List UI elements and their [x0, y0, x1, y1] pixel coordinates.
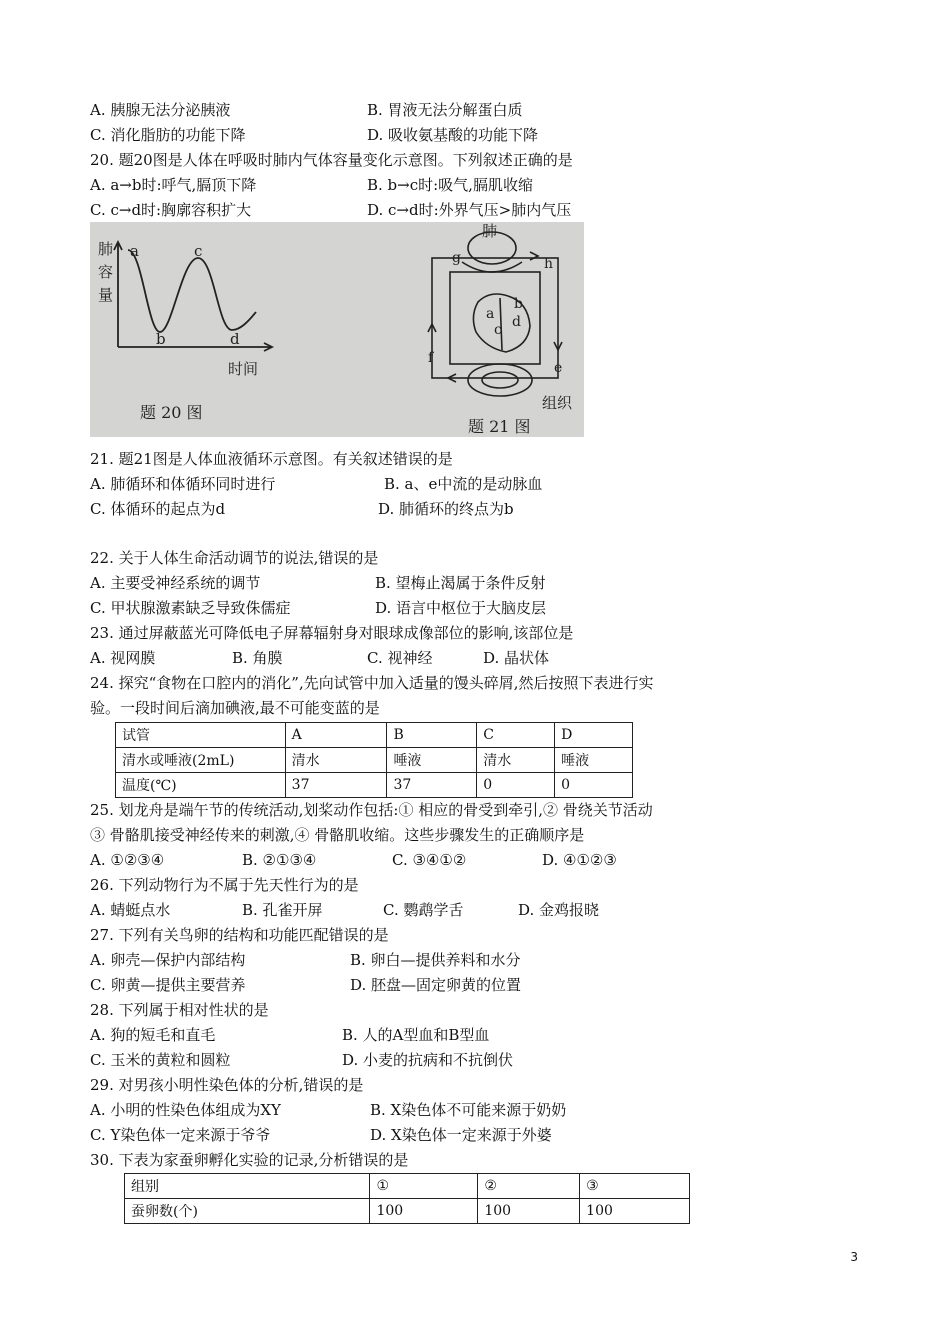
fig21-letter-c: c	[494, 322, 502, 338]
q25-stem-line2: ③ 骨骼肌接受神经传来的刺激,④ 骨骼肌收缩。这些步骤发生的正确顺序是	[90, 826, 585, 844]
q28-option-b: B. 人的A型血和B型血	[342, 1026, 490, 1044]
q30-table	[124, 1173, 690, 1224]
q27-option-c: C. 卵黄—提供主要营养	[90, 976, 246, 994]
fig20-xlabel: 时间	[228, 360, 259, 378]
fig20-caption: 题 20 图	[140, 403, 203, 422]
table-row	[116, 773, 633, 798]
fig21-letter-g: g	[452, 250, 461, 266]
q24-stem-line1: 24. 探究“食物在口腔内的消化”,先向试管中加入适量的馒头碎屑,然后按照下表进行实	[90, 674, 654, 692]
figure-svg	[90, 222, 584, 437]
q19-option-d: D. 吸收氨基酸的功能下降	[367, 126, 539, 144]
table-cell: 100	[370, 1199, 478, 1224]
q28-option-a: A. 狗的短毛和直毛	[90, 1026, 216, 1044]
q27-option-b: B. 卵白—提供养料和水分	[350, 951, 521, 969]
q19-option-b: B. 胃液无法分解蛋白质	[367, 101, 523, 119]
q24-table	[115, 722, 633, 798]
table-cell: 试管	[116, 723, 286, 748]
q29-option-b: B. X染色体不可能来源于奶奶	[370, 1101, 567, 1119]
table-cell: C	[477, 723, 555, 748]
q23-stem: 23. 通过屏蔽蓝光可降低电子屏幕辐射身对眼球成像部位的影响,该部位是	[90, 624, 574, 642]
table-cell: 蚕卵数(个)	[125, 1199, 370, 1224]
q29-stem: 29. 对男孩小明性染色体的分析,错误的是	[90, 1076, 364, 1094]
q21-option-d: D. 肺循环的终点为b	[378, 500, 514, 518]
fig20-ylabel-3: 量	[98, 286, 114, 304]
q28-stem: 28. 下列属于相对性状的是	[90, 1001, 269, 1019]
q20-option-d: D. c→d时:外界气压>肺内气压	[367, 201, 572, 219]
q22-option-b: B. 望梅止渴属于条件反射	[375, 574, 546, 592]
q20-option-a: A. a→b时:呼气,膈顶下降	[90, 176, 257, 194]
fig21-letter-d: d	[512, 314, 521, 330]
q21-option-a: A. 肺循环和体循环同时进行	[90, 475, 276, 493]
q23-option-b: B. 角膜	[232, 649, 283, 667]
q28-option-d: D. 小麦的抗病和不抗倒伏	[342, 1051, 514, 1069]
table-cell: 清水	[477, 748, 555, 773]
fig21-letter-h: h	[544, 256, 554, 272]
q29-option-c: C. Y染色体一定来源于爷爷	[90, 1126, 271, 1144]
table-cell: D	[555, 723, 633, 748]
table-row	[125, 1199, 690, 1224]
table-cell: 0	[555, 773, 633, 798]
table-cell: 100	[580, 1199, 690, 1224]
fig21-circulation-diagram	[428, 232, 562, 396]
table-row	[125, 1174, 690, 1199]
fig21-letter-b: b	[514, 296, 523, 312]
fig21-letter-e: e	[554, 360, 563, 376]
table-cell: 唾液	[387, 748, 477, 773]
q23-option-c: C. 视神经	[367, 649, 433, 667]
fig21-tissue	[468, 364, 532, 396]
table-cell: 清水	[285, 748, 387, 773]
q19-option-a: A. 胰腺无法分泌胰液	[90, 101, 231, 119]
table-cell: ①	[370, 1174, 478, 1199]
q22-option-a: A. 主要受神经系统的调节	[90, 574, 261, 592]
q26-option-b: B. 孔雀开屏	[242, 901, 323, 919]
q23-option-d: D. 晶状体	[483, 649, 550, 667]
q30-stem: 30. 下表为家蚕卵孵化实验的记录,分析错误的是	[90, 1151, 409, 1169]
fig21-tissue-core	[482, 372, 518, 388]
page-number: 3	[850, 1250, 858, 1264]
q27-option-a: A. 卵壳—保护内部结构	[90, 951, 246, 969]
table-cell: 唾液	[555, 748, 633, 773]
q25-option-a: A. ①②③④	[90, 851, 165, 869]
fig21-letter-f: f	[428, 350, 434, 366]
q26-option-d: D. 金鸡报晓	[518, 901, 600, 919]
q28-option-c: C. 玉米的黄粒和圆粒	[90, 1051, 231, 1069]
q24-stem-line2: 验。一段时间后滴加碘液,最不可能变蓝的是	[90, 699, 380, 717]
fig21-tissue-label: 组织	[542, 394, 573, 412]
q22-option-c: C. 甲状腺激素缺乏导致侏儒症	[90, 599, 291, 617]
table-cell: 清水或唾液(2mL)	[116, 748, 286, 773]
table-cell: 0	[477, 773, 555, 798]
q23-option-a: A. 视网膜	[90, 649, 156, 667]
q25-option-d: D. ④①②③	[542, 851, 617, 869]
q25-option-c: C. ③④①②	[392, 851, 467, 869]
table-cell: 组别	[125, 1174, 370, 1199]
fig20-point-d: d	[230, 330, 240, 348]
fig20-point-c: c	[194, 242, 203, 260]
table-cell: ③	[580, 1174, 690, 1199]
q25-stem-line1: 25. 划龙舟是端午节的传统活动,划桨动作包括:① 相应的骨受到牵引,② 骨绕关节活动	[90, 801, 653, 819]
table-cell: 温度(℃)	[116, 773, 286, 798]
q21-stem: 21. 题21图是人体血液循环示意图。有关叙述错误的是	[90, 450, 453, 468]
q22-stem: 22. 关于人体生命活动调节的说法,错误的是	[90, 549, 379, 567]
q20-stem: 20. 题20图是人体在呼吸时肺内气体容量变化示意图。下列叙述正确的是	[90, 151, 573, 169]
q21-option-b: B. a、e中流的是动脉血	[384, 475, 543, 493]
fig20-point-a: a	[130, 242, 139, 260]
q27-stem: 27. 下列有关鸟卵的结构和功能匹配错误的是	[90, 926, 389, 944]
fig21-outer-loop	[432, 258, 558, 378]
q21-option-c: C. 体循环的起点为d	[90, 500, 226, 518]
table-cell: B	[387, 723, 477, 748]
fig21-inner-loop	[450, 272, 540, 364]
q22-option-d: D. 语言中枢位于大脑皮层	[375, 599, 547, 617]
fig21-caption: 题 21 图	[468, 417, 531, 436]
q19-option-c: C. 消化脂肪的功能下降	[90, 126, 246, 144]
table-cell: A	[285, 723, 387, 748]
q26-stem: 26. 下列动物行为不属于先天性行为的是	[90, 876, 359, 894]
q20-option-b: B. b→c时:吸气,膈肌收缩	[367, 176, 533, 194]
table-row	[116, 748, 633, 773]
q26-option-a: A. 蜻蜓点水	[90, 901, 171, 919]
q26-option-c: C. 鹦鹉学舌	[383, 901, 464, 919]
q25-option-b: B. ②①③④	[242, 851, 317, 869]
figure-panel	[90, 222, 584, 437]
table-cell: 37	[387, 773, 477, 798]
fig21-letter-a: a	[486, 306, 495, 322]
table-cell: 100	[478, 1199, 580, 1224]
q29-option-d: D. X染色体一定来源于外婆	[370, 1126, 552, 1144]
fig20-volume-curve	[128, 250, 256, 332]
table-cell: 37	[285, 773, 387, 798]
fig20-ylabel-2: 容	[98, 263, 114, 281]
q27-option-d: D. 胚盘—固定卵黄的位置	[350, 976, 522, 994]
q29-option-a: A. 小明的性染色体组成为XY	[90, 1101, 281, 1119]
table-row	[116, 723, 633, 748]
table-cell: ②	[478, 1174, 580, 1199]
q20-option-c: C. c→d时:胸廓容积扩大	[90, 201, 252, 219]
fig20-ylabel-1: 肺	[98, 240, 114, 258]
fig20-point-b: b	[156, 330, 166, 348]
fig21-lung-label: 肺	[482, 222, 498, 240]
